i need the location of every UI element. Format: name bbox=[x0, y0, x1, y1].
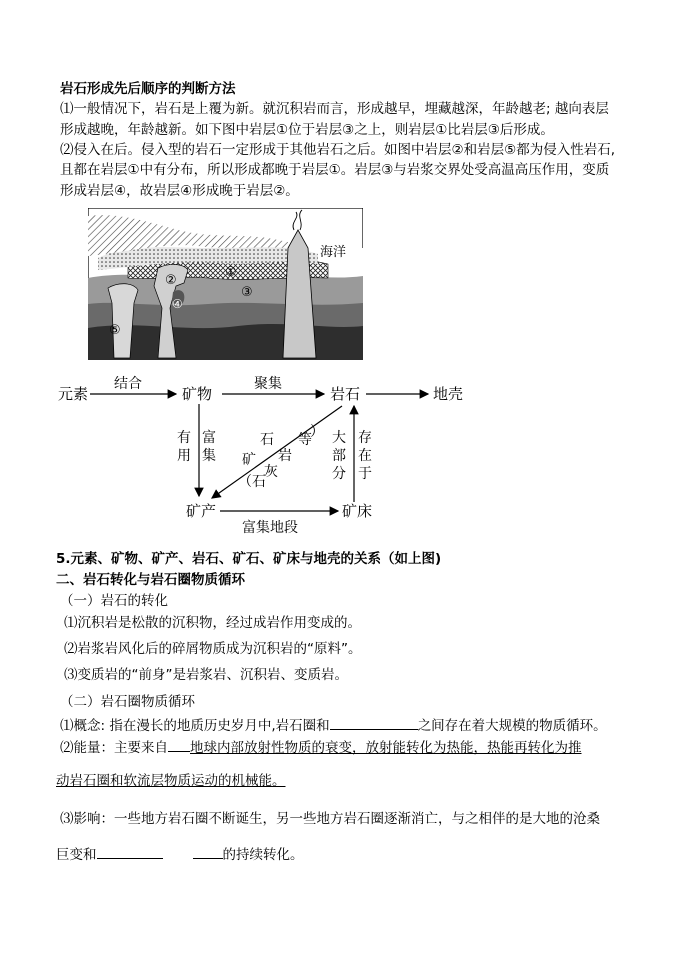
paragraph-1-line-1: ⑴一般情况下，岩石是上覆为新。就沉积岩而言，形成越早，埋藏越深，年龄越老; 越向表层 bbox=[60, 101, 609, 117]
section-title-rock-order: 岩石形成先后顺序的判断方法 bbox=[60, 81, 236, 97]
paragraph-2-line-1: ⑵侵入在后。侵入型的岩石一定形成于其他岩石之后。如图中岩层②和岩层⑤都为侵入性岩石, bbox=[60, 142, 615, 158]
concept-text-b: 之间存在着大规模的物质循环。 bbox=[417, 718, 607, 734]
paragraph-2-line-3: 形成岩层④，故岩层④形成晚于岩层②。 bbox=[60, 183, 299, 199]
list-item-2: ⑵岩浆岩风化后的碎屑物质成为沉积岩的“原料”。 bbox=[64, 641, 362, 657]
node-mineral: 矿物 bbox=[182, 385, 213, 403]
layer-1-marker: ① bbox=[225, 265, 237, 280]
concept-blank[interactable] bbox=[330, 715, 418, 730]
label-majority-3: 分 bbox=[332, 466, 346, 482]
label-useful-1: 有 bbox=[177, 430, 191, 446]
node-rock: 岩石 bbox=[330, 385, 361, 403]
impact-blank-1[interactable] bbox=[97, 844, 163, 859]
rock-layers-diagram bbox=[88, 208, 363, 360]
impact-line-2 bbox=[56, 844, 304, 864]
paragraph-1-line-2: 形成越晚，年龄越新。如下图中岩层①位于岩层③之上，则岩层①比岩层③后形成。 bbox=[60, 122, 554, 138]
list-item-3: ⑶变质岩的“前身”是岩浆岩、沉积岩、变质岩。 bbox=[64, 667, 348, 683]
paragraph-2-line-2: 且都在岩层①中有分布，所以形成都晚于岩层①。岩层③与岩浆交界处受高温高压作用，变质 bbox=[60, 162, 610, 178]
layer-4-marker: ④ bbox=[172, 297, 183, 311]
section-5-heading: 5.元素、矿物、矿产、岩石、矿石、矿床与地壳的关系（如上图) bbox=[56, 551, 442, 567]
energy-blank[interactable] bbox=[168, 737, 190, 752]
label-diag-paren-open: （石 bbox=[238, 474, 266, 490]
label-diag-paren-close: ） bbox=[310, 424, 324, 440]
label-gather: 聚集 bbox=[254, 376, 282, 392]
impact-text-b: 的持续转化。 bbox=[222, 847, 304, 863]
energy-text-a: ⑵能量：主要来自 bbox=[60, 740, 168, 756]
energy-text-b: 地球内部放射性物质的衰变，放射能转化为热能，热能再转化为推 bbox=[190, 740, 582, 756]
node-ore-bed: 矿床 bbox=[342, 502, 373, 520]
label-diag-ore: 矿 bbox=[242, 452, 256, 468]
node-crust: 地壳 bbox=[433, 385, 464, 403]
subheading-material-cycle: （二）岩石圈物质循环 bbox=[60, 694, 195, 710]
label-diag-stone: 石 bbox=[260, 432, 274, 448]
section-2-heading: 二、岩石转化与岩石圈物质循环 bbox=[56, 572, 245, 588]
impact-blank-2[interactable] bbox=[193, 844, 223, 859]
impact-text-a: 巨变和 bbox=[56, 847, 97, 863]
node-element: 元素 bbox=[58, 385, 89, 403]
ocean-label: 海洋 bbox=[320, 245, 347, 260]
label-majority-1: 大 bbox=[332, 430, 346, 446]
layer-5-marker: ⑤ bbox=[109, 323, 121, 338]
label-exist-2: 在 bbox=[358, 448, 372, 464]
node-ore-product: 矿产 bbox=[186, 502, 217, 520]
impact-line-1: ⑶影响：一些地方岩石圈不断诞生，另一些地方岩石圈逐渐消亡，与之相伴的是大地的沧桑 bbox=[60, 811, 600, 827]
label-useful-2: 用 bbox=[177, 448, 191, 464]
label-combine: 结合 bbox=[114, 376, 142, 392]
label-rich-location: 富集地段 bbox=[242, 520, 298, 536]
label-rich-1: 富 bbox=[202, 430, 216, 446]
layer-2-marker: ② bbox=[165, 273, 177, 288]
label-rich-2: 集 bbox=[202, 448, 216, 464]
layer-3-marker: ③ bbox=[241, 285, 253, 300]
subheading-rock-transform: （一）岩石的转化 bbox=[60, 593, 168, 609]
label-diag-etc: 等 bbox=[298, 432, 312, 448]
element-mineral-rock-diagram bbox=[52, 368, 502, 538]
concept-line bbox=[60, 715, 607, 735]
label-exist-1: 存 bbox=[358, 430, 372, 446]
concept-text-a: ⑴概念: 指在漫长的地质历史岁月中,岩石圈和 bbox=[60, 718, 330, 734]
label-exist-3: 于 bbox=[358, 466, 372, 482]
label-majority-2: 部 bbox=[332, 448, 346, 464]
label-diag-rock: 岩 bbox=[278, 448, 292, 464]
label-diag-ash: 灰 bbox=[264, 464, 278, 480]
energy-line-1 bbox=[60, 737, 582, 757]
energy-line-2: 动岩石圈和软流层物质运动的机械能。 bbox=[56, 773, 286, 789]
list-item-1: ⑴沉积岩是松散的沉积物，经过成岩作用变成的。 bbox=[64, 615, 361, 631]
